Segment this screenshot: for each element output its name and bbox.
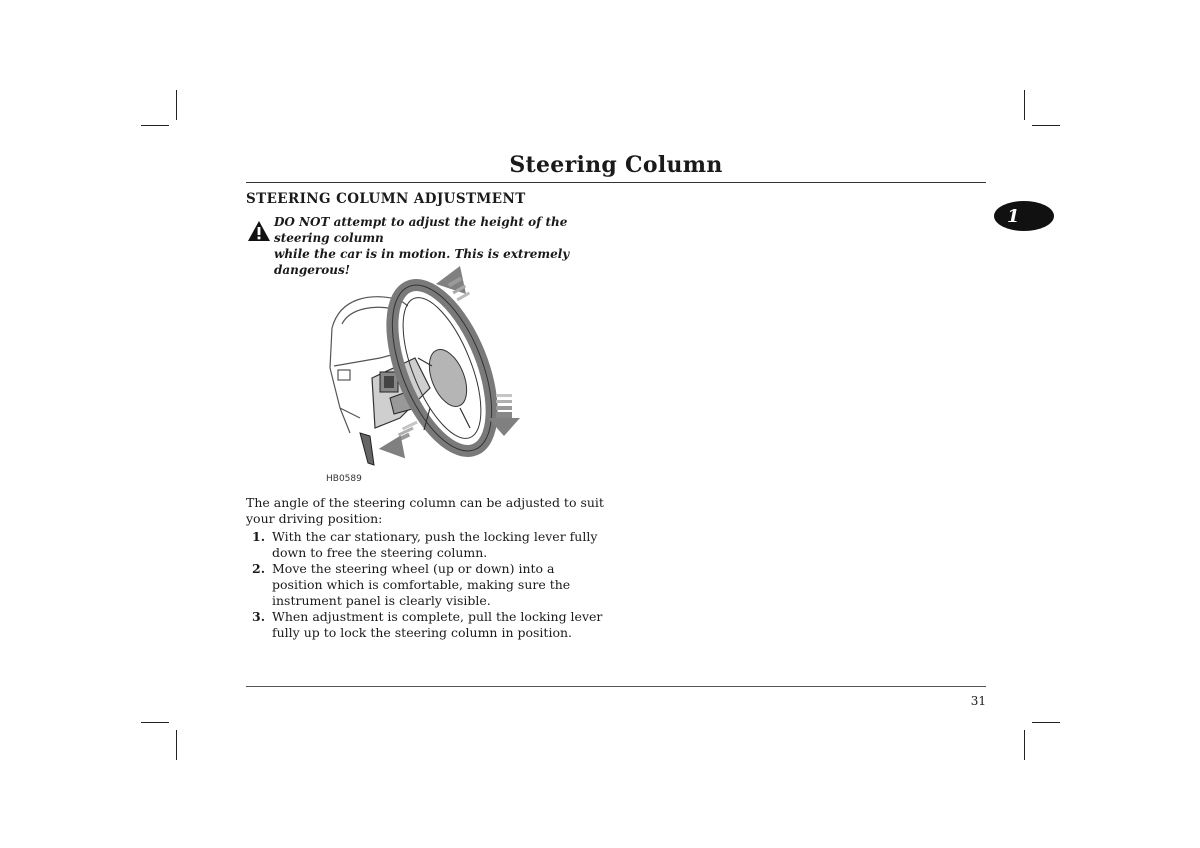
page-title: Steering Column [509, 152, 723, 178]
warning-line1: attempt to adjust the height of the steering column [274, 215, 568, 245]
step-item [246, 561, 606, 609]
crop-mark-bl-vertical [176, 730, 177, 760]
figure-code: HB0589 [326, 474, 362, 484]
warning-triangle-icon [247, 220, 271, 242]
step-number: 2. [252, 561, 266, 576]
crop-mark-tr-vertical [1024, 90, 1025, 120]
intro-paragraph: The angle of the steering column can be adjusted to suit your driving position: [246, 495, 604, 526]
step-text: When adjustment is complete, pull the locking lever fully up to lock the steering column in position. [272, 609, 603, 640]
section-heading: STEERING COLUMN ADJUSTMENT [246, 191, 526, 207]
step-text: Move the steering wheel (up or down) into a position which is comfortable, making sure the instrument panel is clearly visible. [272, 561, 571, 608]
section-tab-number: 1 [1007, 205, 1020, 227]
page-number: 31 [970, 694, 986, 708]
step-number: 1. [252, 529, 266, 544]
warning-line2: while the car is in motion. This is extremely dangerous! [274, 247, 570, 277]
crop-mark-tr-horizontal [1032, 125, 1060, 126]
step-item [246, 609, 606, 641]
crop-mark-br-horizontal [1032, 722, 1060, 723]
footer-rule [246, 686, 986, 687]
warning-emphasis: DO NOT [274, 215, 330, 229]
locking-lever [360, 433, 374, 465]
title-rule [246, 182, 986, 183]
steering-column-illustration [320, 258, 540, 480]
crop-mark-br-vertical [1024, 730, 1025, 760]
step-number: 3. [252, 609, 266, 624]
step-text: With the car stationary, push the locking lever fully down to free the steering column. [272, 529, 598, 560]
crop-mark-bl-horizontal [141, 722, 169, 723]
section-tab [994, 201, 1054, 231]
crop-mark-tl-vertical [176, 90, 177, 120]
crop-mark-tl-horizontal [141, 125, 169, 126]
steps-list [246, 529, 606, 641]
lever-arrow-icon [379, 421, 418, 459]
step-item [246, 529, 606, 561]
